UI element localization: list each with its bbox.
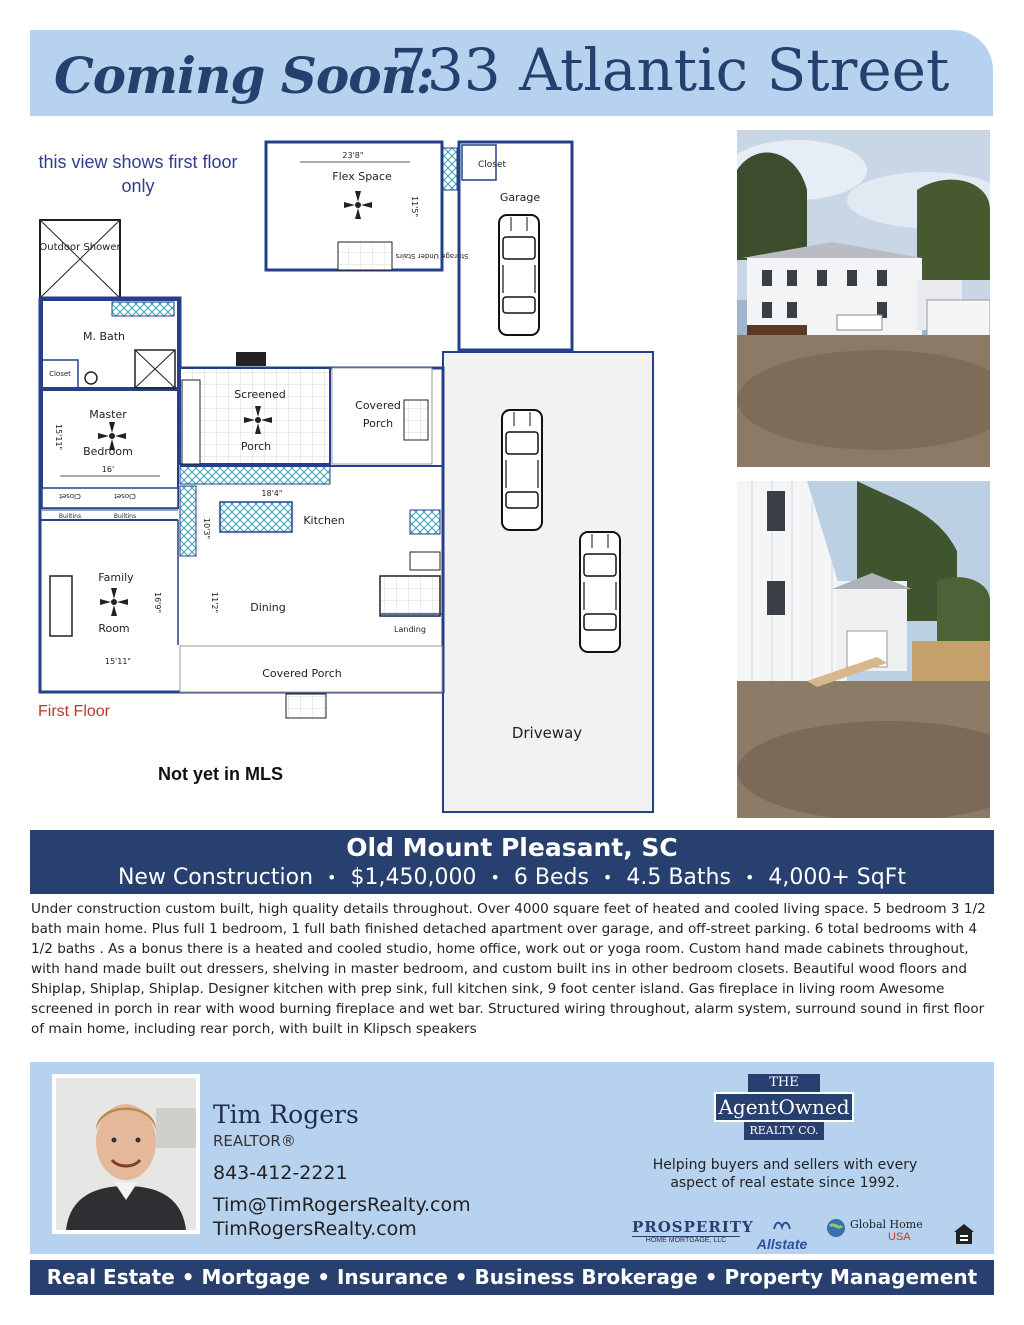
property-stats (30, 864, 994, 892)
svg-text:Outdoor Shower: Outdoor Shower (39, 242, 121, 253)
svg-text:18'4": 18'4" (261, 489, 283, 498)
agent-title: REALTOR® (213, 1132, 296, 1150)
floor-plan (20, 125, 720, 825)
agent-email-link[interactable]: Tim@TimRogersRealty.com (213, 1194, 471, 1216)
services-footer: Real Estate • Mortgage • Insurance • Business Brokerage • Property Management (30, 1260, 994, 1295)
svg-text:10'3": 10'3" (202, 518, 211, 540)
svg-text:23'8": 23'8" (342, 151, 364, 160)
driveway-area (443, 352, 653, 812)
agent-phone-link[interactable]: 843-412-2221 (213, 1162, 348, 1184)
master-label: Master (89, 408, 127, 421)
svg-text:Covered Porch: Covered Porch (262, 667, 342, 680)
bedroom-label: Bedroom (83, 445, 133, 458)
flex-space-label: Flex Space (332, 170, 392, 183)
first-floor-label: First Floor (38, 703, 110, 720)
property-info-bar (30, 830, 994, 894)
floorplan-note: this view shows first floor only (38, 152, 238, 196)
property-description: Under construction custom built, high quality details throughout. Over 4000 square feet of heated and cooled living space. 5 bedroom 3 1/2 bath main home. Plus full 1 bedroom, 1 full bath finished detached apartment over garage, and off-street parking. 6 total bedrooms with 4 1/2 baths . As a bonus there is a heated and cooled studio, home office, work out or yoga room. Custom hand made cabinets throughout, with hand made built out dressers, shelving in master bedroom, and custom built ins in other bedroom closets. Beautiful wood floors and Shiplap, Shiplap, Shiplap. Designer kitchen with prep sink, full kitchen sink, 9 foot center island. Gas fireplace in living room Awesome screened in porch in rear with wood burning fireplace and wet bar. Structured wiring throughout, alarm system, surround sound in first floor of main home, including rear porch, with built in Klipsch speakers (31, 901, 986, 1037)
location-text: Old Mount Pleasant, SC (346, 833, 678, 862)
room-label: Room (98, 622, 130, 635)
driveway-label: Driveway (511, 724, 583, 742)
svg-text:11'5": 11'5" (410, 196, 419, 218)
stat-separator: • (327, 868, 337, 887)
agent-info-box (30, 1062, 994, 1254)
car-icon (499, 215, 539, 335)
stat-separator: • (490, 868, 500, 887)
svg-text:Builtins: Builtins (113, 513, 137, 520)
dining-label: Dining (250, 601, 286, 614)
kitchen-label: Kitchen (303, 514, 345, 527)
svg-text:16'9": 16'9" (153, 592, 162, 614)
svg-text:Closet: Closet (49, 370, 71, 378)
prosperity-logo: PROSPERITY HOME MORTGAGE, LLC (632, 1218, 754, 1244)
svg-text:Closet: Closet (114, 492, 136, 500)
equal-housing-icon (952, 1222, 976, 1246)
allstate-logo: Allstate (750, 1218, 814, 1252)
closet-label: Closet (478, 160, 507, 170)
svg-text:11'2": 11'2" (210, 592, 219, 614)
stat-sqft: 4,000+ SqFt (768, 865, 907, 890)
svg-text:Storage Under Stairs: Storage Under Stairs (395, 252, 469, 260)
family-label: Family (98, 571, 134, 584)
agent-website-link[interactable]: TimRogersRealty.com (213, 1218, 417, 1240)
stat-baths: 4.5 Baths (626, 865, 731, 890)
svg-text:Covered: Covered (355, 399, 401, 412)
svg-text:15'11": 15'11" (104, 657, 132, 666)
agentowned-logo: THE AgentOwned REALTY CO. (714, 1074, 854, 1144)
screened-label: Screened (234, 388, 286, 401)
house-front-photo (737, 130, 990, 467)
svg-text:15'11": 15'11" (54, 424, 63, 451)
stat-price: $1,450,000 (350, 865, 477, 890)
company-tagline: Helping buyers and sellers with every aspect of real estate since 1992. (652, 1157, 918, 1191)
master-bath-label: M. Bath (82, 330, 126, 343)
svg-text:Builtins: Builtins (58, 513, 82, 520)
car-icon (502, 410, 542, 530)
agent-name: Tim Rogers (213, 1100, 359, 1129)
stat-separator: • (602, 868, 613, 887)
stat-type: New Construction (117, 865, 314, 890)
allstate-hands-icon (772, 1219, 792, 1231)
property-address: 733 Atlantic Street (390, 36, 950, 104)
svg-text:16': 16' (101, 465, 115, 474)
coming-soon-script: Coming Soon: (54, 46, 434, 105)
stat-separator: • (744, 868, 755, 887)
header-banner (30, 30, 993, 116)
agent-photo (52, 1074, 200, 1234)
house-side-photo (737, 481, 990, 818)
svg-text:Landing: Landing (394, 625, 426, 634)
global-home-logo: Global Home USA (826, 1218, 938, 1243)
ceiling-fan-icon (100, 588, 128, 616)
svg-text:Closet: Closet (59, 492, 81, 500)
car-icon (580, 532, 620, 652)
mls-note: Not yet in MLS (158, 764, 283, 784)
stat-beds: 6 Beds (513, 865, 589, 890)
garage-label: Garage (499, 191, 541, 204)
svg-text:Porch: Porch (362, 417, 394, 430)
porch-label: Porch (240, 440, 272, 453)
globe-icon (826, 1218, 846, 1238)
